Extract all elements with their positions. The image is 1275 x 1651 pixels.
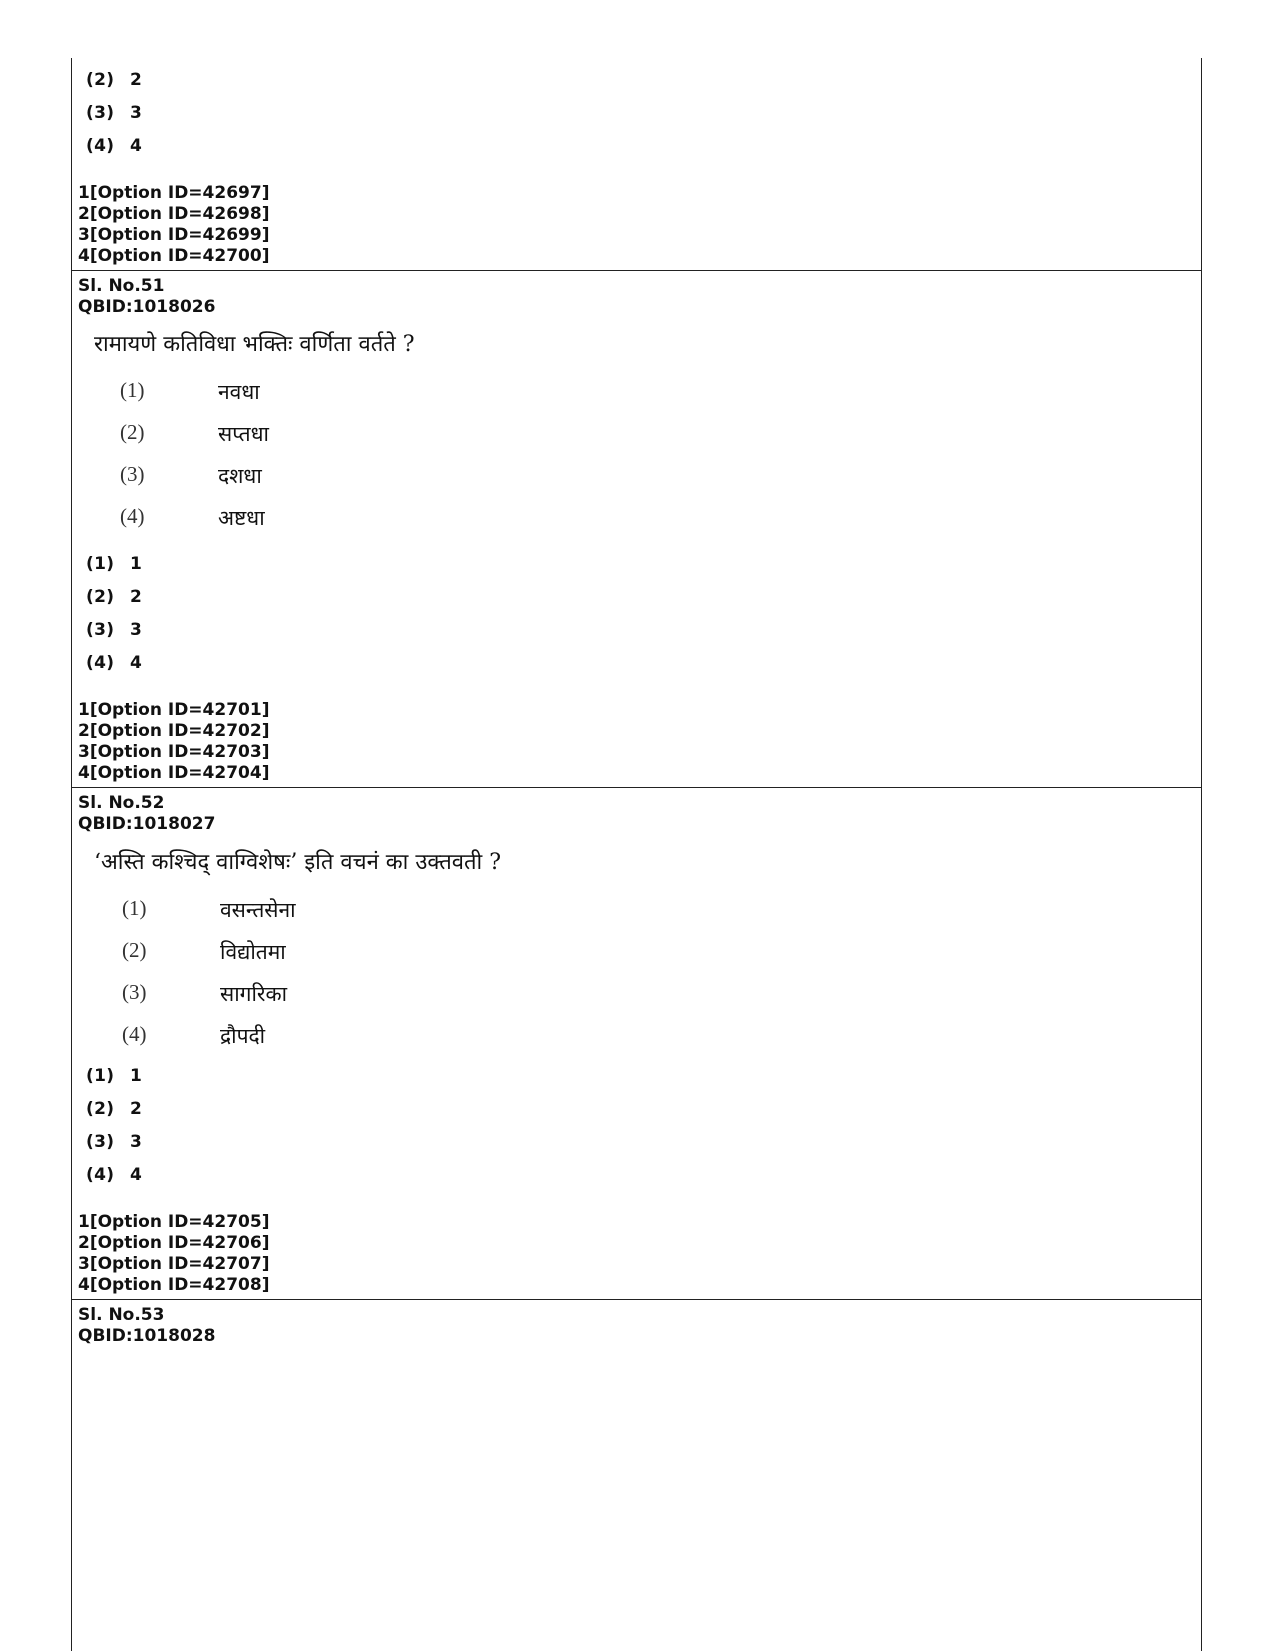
question-paper-frame: (2) 2 (3) 3 (4) 4 1[Option ID=42697] 2[Option ID=42698] 3[Option ID=42699] 4[Option ID=42700] Sl. No.51 QBID:1018026 रामायणे कतिविधा भक्तिः वर्णिता वर्तते ? (1) नवधा (2) सप्तधा (3) दशधा (4) अष्टधा (1) 1 (2) 2 (3) 3 (4) 4 1[Option ID=42701] 2[Option ID=42702] 3[Option ID=42703] 4[Option ID=42704] Sl. No.52 QBID:1018027 ‘अस्ति कश्चिद् वाग्विशेषः’ इति वचनं का उक्तवती ? (1) वसन्तसेना (2) विद्योतमा (3) सागरिका (4) द्रौपदी (1) 1 (2) 2 (3) 3 (4) 4 1[Option ID=42705] 2[Option ID=42706] 3[Option ID=42707] 4[Option ID=42708] Sl. No.53 QBID:1018028 bbox=[71, 58, 1202, 1651]
option-id-list: 1[Option ID=42701] 2[Option ID=42702] 3[Option ID=42703] 4[Option ID=42704] bbox=[78, 700, 270, 783]
serial-number: Sl. No.52 bbox=[78, 793, 165, 813]
option-id-list: 1[Option ID=42705] 2[Option ID=42706] 3[Option ID=42707] 4[Option ID=42708] bbox=[78, 1212, 270, 1295]
option-id-list: 1[Option ID=42697] 2[Option ID=42698] 3[Option ID=42699] 4[Option ID=42700] bbox=[78, 183, 270, 266]
question-header bbox=[78, 276, 215, 318]
question-text: रामायणे कतिविधा भक्तिः वर्णिता वर्तते ? bbox=[94, 332, 415, 357]
question-header bbox=[78, 1305, 215, 1347]
question-text: ‘अस्ति कश्चिद् वाग्विशेषः’ इति वचनं का उक्तवती ? bbox=[94, 850, 502, 875]
serial-number: Sl. No.51 bbox=[78, 276, 165, 296]
answer-option: (2) 2 bbox=[86, 1099, 143, 1119]
serial-number: Sl. No.53 bbox=[78, 1305, 165, 1325]
question-bank-id: QBID:1018028 bbox=[78, 1326, 216, 1346]
answer-option: (4) 4 bbox=[86, 653, 143, 673]
answer-option: (3) 3 bbox=[86, 1132, 143, 1152]
answer-option: (1) 1 bbox=[86, 1066, 143, 1086]
question-header bbox=[78, 793, 215, 835]
answer-option: (3) 3 bbox=[86, 620, 143, 640]
question-bank-id: QBID:1018026 bbox=[78, 297, 216, 317]
divider bbox=[72, 1299, 1201, 1300]
answer-option: (4) 4 bbox=[86, 136, 143, 156]
answer-option: (2) 2 bbox=[86, 587, 143, 607]
answer-option: (4) 4 bbox=[86, 1165, 143, 1185]
divider bbox=[72, 787, 1201, 788]
answer-option: (2) 2 bbox=[86, 70, 143, 90]
divider bbox=[72, 270, 1201, 271]
answer-option: (3) 3 bbox=[86, 103, 143, 123]
answer-option: (1) 1 bbox=[86, 554, 143, 574]
question-bank-id: QBID:1018027 bbox=[78, 814, 216, 834]
